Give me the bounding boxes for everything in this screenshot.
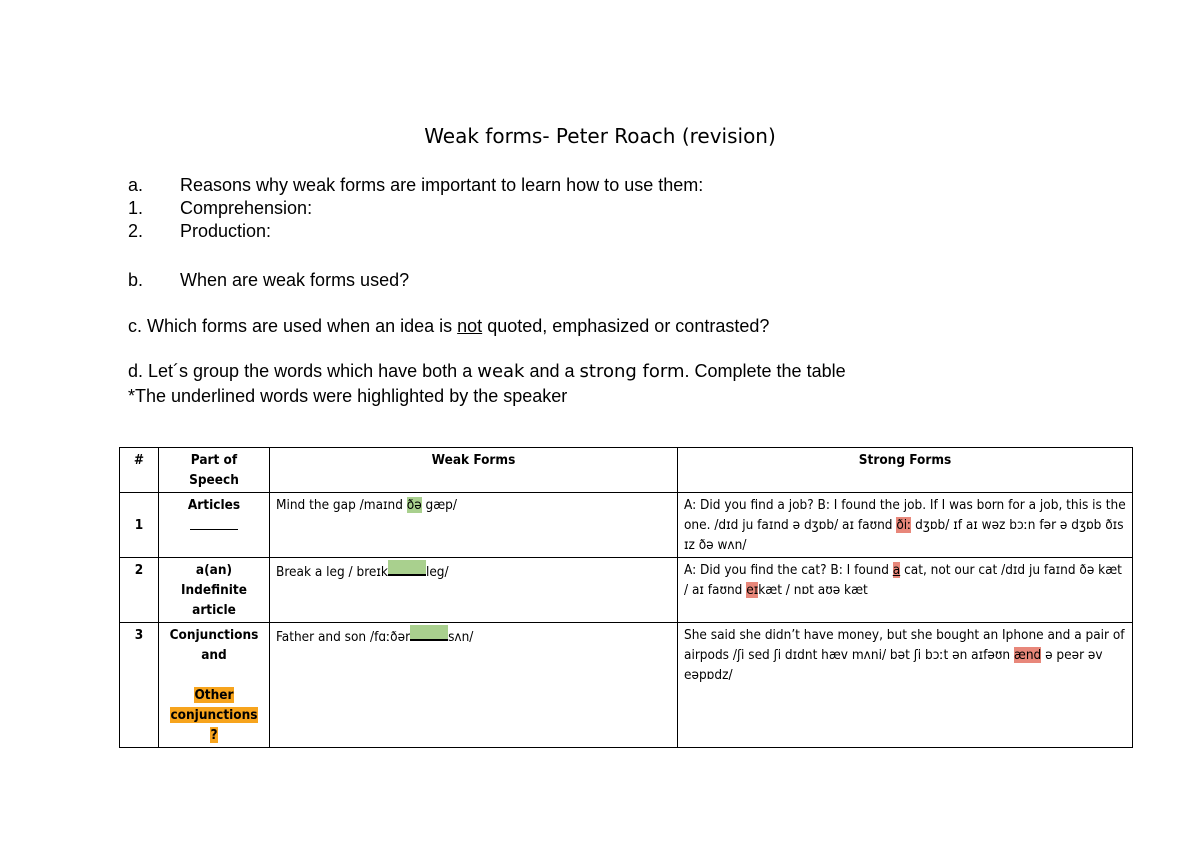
answer-blank [410,625,448,641]
question-c [128,315,769,337]
underline-note: *The underlined words were highlighted by the speaker [128,386,568,406]
weak-text: sʌn/ [448,629,474,645]
strong-text: A: Did you find a job? B: I found the job. If I was born for a job, this is the one. /dɪd ju faɪnd ə dʒɒb/ aɪ faʊnd [684,497,1126,533]
question-text: Reasons why weak forms are important to learn how to use them: [180,175,704,195]
highlight-weak: ðə [406,497,422,513]
header-strong-forms: Strong Forms [678,448,1133,493]
question-text: Comprehension: [180,198,313,218]
underlined-word: not [457,316,483,336]
weak-text: gæp/ [421,497,457,513]
weak-strong-table [119,447,1133,748]
part-of-speech: a(an) Indefinite article [159,558,270,623]
list-marker: 2. [128,221,144,241]
header-num: # [120,448,159,493]
emphasis-weak: weak [477,361,525,382]
weak-text: Father and son /fɑːðər [276,629,411,645]
list-marker: 1. [128,198,144,218]
pos-highlight: Other conjunctions ? [170,687,258,743]
part-of-speech [159,493,270,558]
weak-text: Break a leg / breɪk [276,564,388,580]
strong-form-cell [678,558,1133,623]
row-number: 3 [120,623,159,748]
question-text: Production: [180,221,272,241]
question-d [128,360,846,383]
strong-form-cell [678,623,1133,748]
question-text: and a [524,361,580,381]
strong-text: dʒɒb/ ɪf aɪ wəz bɔːn fər ə dʒɒb ðɪs ɪz ðə wʌn/ [684,517,1124,553]
question-a2 [128,220,271,242]
header-weak-forms: Weak Forms [270,448,678,493]
weak-form-cell [270,558,678,623]
strong-text: ə peər əv eəpɒdz/ [684,647,1103,683]
list-marker: a. [128,175,144,195]
question-text: When are weak forms used? [180,270,410,290]
weak-form-cell [270,493,678,558]
header-part-of-speech: Part of Speech [159,448,270,493]
weak-text: Mind the gap /maɪnd [276,497,407,513]
highlight-strong: eɪ [746,582,759,598]
highlight-strong: ænd [1013,647,1042,663]
pos-label: Conjunctions and [169,627,259,663]
highlight-strong: a [892,562,901,578]
part-of-speech [159,623,270,748]
row-number: 2 [120,558,159,623]
row-number: 1 [120,493,159,558]
weak-form-cell [270,623,678,748]
list-marker: b. [128,270,144,290]
question-text: c. Which forms are used when an idea is [128,316,458,336]
answer-blank [190,523,238,530]
answer-blank [388,560,426,576]
strong-text: cat, not our cat /dɪd ju faɪnd ðə kæt / aɪ faʊnd [684,562,1122,598]
table-header-row [120,448,1133,493]
question-a1 [128,197,312,219]
question-text: d. Let´s group the words which have both a [128,361,478,381]
strong-text: kæt / nɒt aʊə kæt [758,582,868,598]
strong-form-cell [678,493,1133,558]
question-text: . Complete the table [684,361,846,381]
question-text: quoted, emphasized or contrasted? [482,316,770,336]
table-row [120,493,1133,558]
page-title: Weak forms- Peter Roach (revision) [424,124,776,148]
question-b [128,269,409,291]
strong-text: She said she didn’t have money, but she bought an Iphone and a pair of airpods /ʃi sed ʃi dɪdnt hæv mʌni/ bət ʃi bɔːt ən aɪfəʊn [684,627,1125,663]
question-a [128,174,703,196]
table-row [120,558,1133,623]
pos-label: Articles [187,497,241,513]
emphasis-strong: strong form [579,361,685,382]
weak-text: leg/ [425,564,449,580]
strong-text: A: Did you find the cat? B: I found [684,562,893,578]
table-row [120,623,1133,748]
highlight-strong: ðiː [896,517,912,533]
